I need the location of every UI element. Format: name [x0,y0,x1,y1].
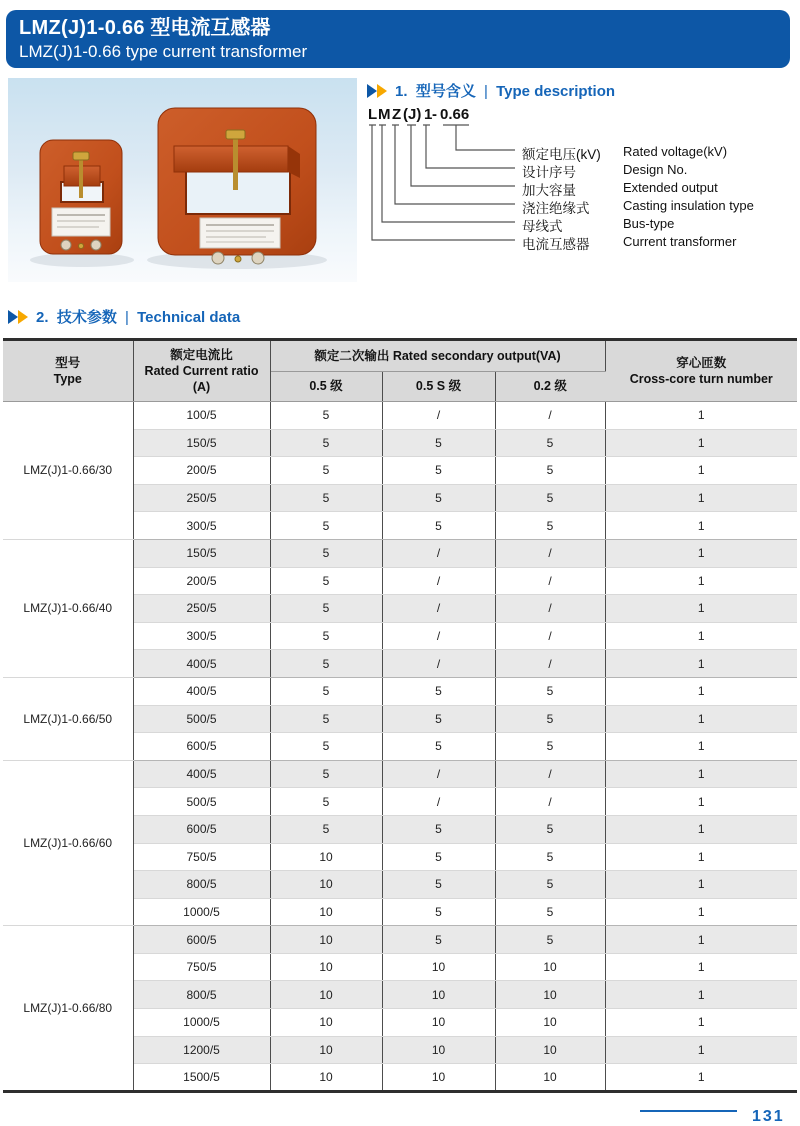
turns-cell: 1 [605,871,797,899]
output-05-cell: 5 [270,595,382,623]
turns-cell: 1 [605,898,797,926]
output-05s-cell: 10 [382,981,495,1009]
output-05s-cell: 5 [382,926,495,954]
output-02-cell: / [495,622,605,650]
output-02-cell: 5 [495,705,605,733]
table-row [3,760,797,788]
section1-separator: | [484,83,488,100]
legend-en: Extended output [623,180,718,195]
legend-row [365,197,795,216]
turns-cell: 1 [605,457,797,485]
output-02-cell: / [495,567,605,595]
ratio-cell: 200/5 [133,457,270,485]
header-ratio-en: Rated Current ratio [144,363,259,378]
output-02-cell: / [495,788,605,816]
turns-cell: 1 [605,512,797,540]
ratio-cell: 250/5 [133,595,270,623]
ratio-cell: 1000/5 [133,898,270,926]
turns-cell: 1 [605,677,797,705]
output-05-cell: 5 [270,733,382,761]
output-05s-cell: 5 [382,512,495,540]
code-token: M [378,106,391,123]
turns-cell: 1 [605,981,797,1009]
ratio-cell: 400/5 [133,650,270,678]
legend-zh: 额定电压(kV) [522,147,601,162]
ratio-cell: 600/5 [133,733,270,761]
output-02-cell: 5 [495,898,605,926]
header-turns [605,340,797,402]
legend-en: Design No. [623,162,688,177]
output-05-cell: 5 [270,429,382,457]
turns-cell: 1 [605,595,797,623]
output-05s-cell: 5 [382,484,495,512]
output-02-cell: 5 [495,843,605,871]
output-02-cell: 10 [495,1064,605,1092]
output-05s-cell: / [382,567,495,595]
section2-title-zh: 技术参数 [56,309,117,326]
chevron-right-icon [18,310,28,324]
section1-heading [367,80,615,101]
output-02-cell: 5 [495,512,605,540]
output-05-cell: 10 [270,953,382,981]
output-05s-cell: 10 [382,1064,495,1092]
ratio-cell: 600/5 [133,926,270,954]
output-05-cell: 5 [270,402,382,430]
table-row [3,402,797,430]
chevron-right-icon [377,84,387,98]
section1-title-zh: 型号含义 [415,83,476,100]
legend-zh: 电流互感器 [522,237,590,252]
header-class-05s: 0.5 S 级 [382,372,495,402]
section2-title-en: Technical data [137,309,241,326]
output-05-cell: 5 [270,567,382,595]
header-turns-zh: 穿心匝数 [676,355,727,370]
ratio-cell: 1200/5 [133,1036,270,1064]
table-row [3,677,797,705]
output-05-cell: 5 [270,788,382,816]
output-05s-cell: / [382,595,495,623]
turns-cell: 1 [605,650,797,678]
turns-cell: 1 [605,788,797,816]
ratio-cell: 300/5 [133,512,270,540]
table-body [3,402,797,1092]
transformer-small-image [40,140,122,254]
legend-en: Current transformer [623,234,737,249]
output-05s-cell: 5 [382,815,495,843]
code-token: L [368,106,378,123]
page-number: 131 [752,1108,785,1125]
ratio-cell: 150/5 [133,429,270,457]
turns-cell: 1 [605,567,797,595]
ratio-cell: 1000/5 [133,1009,270,1037]
output-02-cell: / [495,760,605,788]
code-token: 1 [424,106,433,123]
turns-cell: 1 [605,1036,797,1064]
ratio-cell: 400/5 [133,677,270,705]
output-05-cell: 10 [270,1009,382,1037]
ratio-cell: 150/5 [133,539,270,567]
output-05s-cell: / [382,539,495,567]
chevron-right-icon [8,310,18,324]
section1-title [395,80,615,101]
header-class-02: 0.2 级 [495,372,605,402]
output-05s-cell: 10 [382,1009,495,1037]
footer-rule [640,1110,737,1112]
output-02-cell: / [495,595,605,623]
turns-cell: 1 [605,733,797,761]
type-description-diagram [365,100,795,280]
code-token: (J) [403,106,422,123]
ratio-cell: 100/5 [133,402,270,430]
output-05-cell: 10 [270,1064,382,1092]
legend-zh: 母线式 [522,219,563,234]
output-05s-cell: 5 [382,457,495,485]
output-05-cell: 5 [270,457,382,485]
output-05s-cell: / [382,402,495,430]
header-output-group: 额定二次输出 Rated secondary output(VA) [270,340,605,372]
legend-zh: 加大容量 [522,183,576,198]
turns-cell: 1 [605,1009,797,1037]
legend-zh: 浇注绝缘式 [522,201,590,216]
code-token: Z [392,106,402,123]
ratio-cell: 400/5 [133,760,270,788]
header-type-en: Type [53,372,82,386]
legend-en: Bus-type [623,216,675,231]
ratio-cell: 800/5 [133,871,270,899]
output-02-cell: 10 [495,981,605,1009]
section2-number: 2. [36,309,49,326]
output-02-cell: 10 [495,953,605,981]
output-05s-cell: 10 [382,953,495,981]
title-banner [6,10,790,68]
ratio-cell: 250/5 [133,484,270,512]
product-photo [8,78,357,282]
header-turns-en: Cross-core turn number [629,372,773,386]
output-02-cell: 5 [495,926,605,954]
section1-title-en: Type description [496,83,616,100]
turns-cell: 1 [605,402,797,430]
output-05s-cell: 5 [382,705,495,733]
turns-cell: 1 [605,705,797,733]
output-02-cell: 10 [495,1036,605,1064]
turns-cell: 1 [605,953,797,981]
output-05s-cell: 5 [382,871,495,899]
legend-row [365,143,795,162]
section2-title [36,306,240,327]
header-type-zh: 型号 [55,355,81,370]
output-05-cell: 10 [270,981,382,1009]
output-02-cell: 5 [495,457,605,485]
type-cell: LMZ(J)1-0.66/30 [3,402,133,540]
output-05-cell: 10 [270,898,382,926]
output-05s-cell: 10 [382,1036,495,1064]
output-05s-cell: / [382,788,495,816]
output-05-cell: 5 [270,760,382,788]
legend-row [365,179,795,198]
output-02-cell: 5 [495,484,605,512]
table-row [3,539,797,567]
output-05-cell: 5 [270,622,382,650]
header-ratio [133,340,270,402]
ratio-cell: 800/5 [133,981,270,1009]
output-05s-cell: 5 [382,843,495,871]
model-name: LMZ(J)1-0.66 [19,17,145,39]
legend-row [365,215,795,234]
section2-heading [8,306,240,327]
output-05-cell: 5 [270,512,382,540]
page-title-zh [19,17,790,40]
title-zh-suffix: 型电流互感器 [144,17,271,39]
output-02-cell: 5 [495,733,605,761]
turns-cell: 1 [605,429,797,457]
output-05-cell: 10 [270,843,382,871]
header-class-05: 0.5 级 [270,372,382,402]
ratio-cell: 500/5 [133,705,270,733]
type-cell: LMZ(J)1-0.66/40 [3,539,133,677]
section2-separator: | [125,309,129,326]
output-05s-cell: 5 [382,677,495,705]
code-token: - [432,106,437,123]
output-05s-cell: / [382,622,495,650]
transformers-image [8,78,357,282]
output-02-cell: 5 [495,429,605,457]
type-cell: LMZ(J)1-0.66/50 [3,677,133,760]
output-05s-cell: 5 [382,898,495,926]
turns-cell: 1 [605,815,797,843]
chevron-right-icon [367,84,377,98]
output-02-cell: 5 [495,815,605,843]
page-title-en: LMZ(J)1-0.66 type current transformer [19,42,308,61]
output-02-cell: 10 [495,1009,605,1037]
type-cell: LMZ(J)1-0.66/60 [3,760,133,926]
output-05-cell: 5 [270,677,382,705]
header-ratio-unit: (A) [192,380,211,395]
technical-data-table [3,338,797,1093]
turns-cell: 1 [605,622,797,650]
ratio-cell: 600/5 [133,815,270,843]
output-05s-cell: 5 [382,733,495,761]
turns-cell: 1 [605,484,797,512]
output-05-cell: 10 [270,871,382,899]
ratio-cell: 1500/5 [133,1064,270,1092]
turns-cell: 1 [605,760,797,788]
turns-cell: 1 [605,1064,797,1092]
output-02-cell: / [495,402,605,430]
output-02-cell: 5 [495,871,605,899]
output-05s-cell: / [382,760,495,788]
output-05-cell: 5 [270,539,382,567]
output-02-cell: / [495,650,605,678]
header-ratio-zh: 额定电流比 [170,347,233,362]
output-05-cell: 10 [270,926,382,954]
legend-en: Rated voltage(kV) [623,144,728,159]
turns-cell: 1 [605,843,797,871]
legend-zh: 设计序号 [522,165,576,180]
legend-row [365,161,795,180]
ratio-cell: 750/5 [133,953,270,981]
ratio-cell: 300/5 [133,622,270,650]
output-05-cell: 5 [270,484,382,512]
output-02-cell: / [495,539,605,567]
table-row [3,926,797,954]
ratio-cell: 200/5 [133,567,270,595]
ratio-cell: 750/5 [133,843,270,871]
turns-cell: 1 [605,926,797,954]
type-cell: LMZ(J)1-0.66/80 [3,926,133,1092]
section1-number: 1. [395,83,408,100]
code-token: 0.66 [440,106,470,123]
ratio-cell: 500/5 [133,788,270,816]
output-02-cell: 5 [495,677,605,705]
header-type [3,340,133,402]
transformer-large-image [158,108,316,264]
output-05-cell: 5 [270,650,382,678]
legend-en: Casting insulation type [623,198,754,213]
output-05-cell: 10 [270,1036,382,1064]
legend-row [365,233,795,252]
output-05s-cell: / [382,650,495,678]
output-05-cell: 5 [270,815,382,843]
output-05-cell: 5 [270,705,382,733]
output-05s-cell: 5 [382,429,495,457]
turns-cell: 1 [605,539,797,567]
table-header [3,340,797,402]
